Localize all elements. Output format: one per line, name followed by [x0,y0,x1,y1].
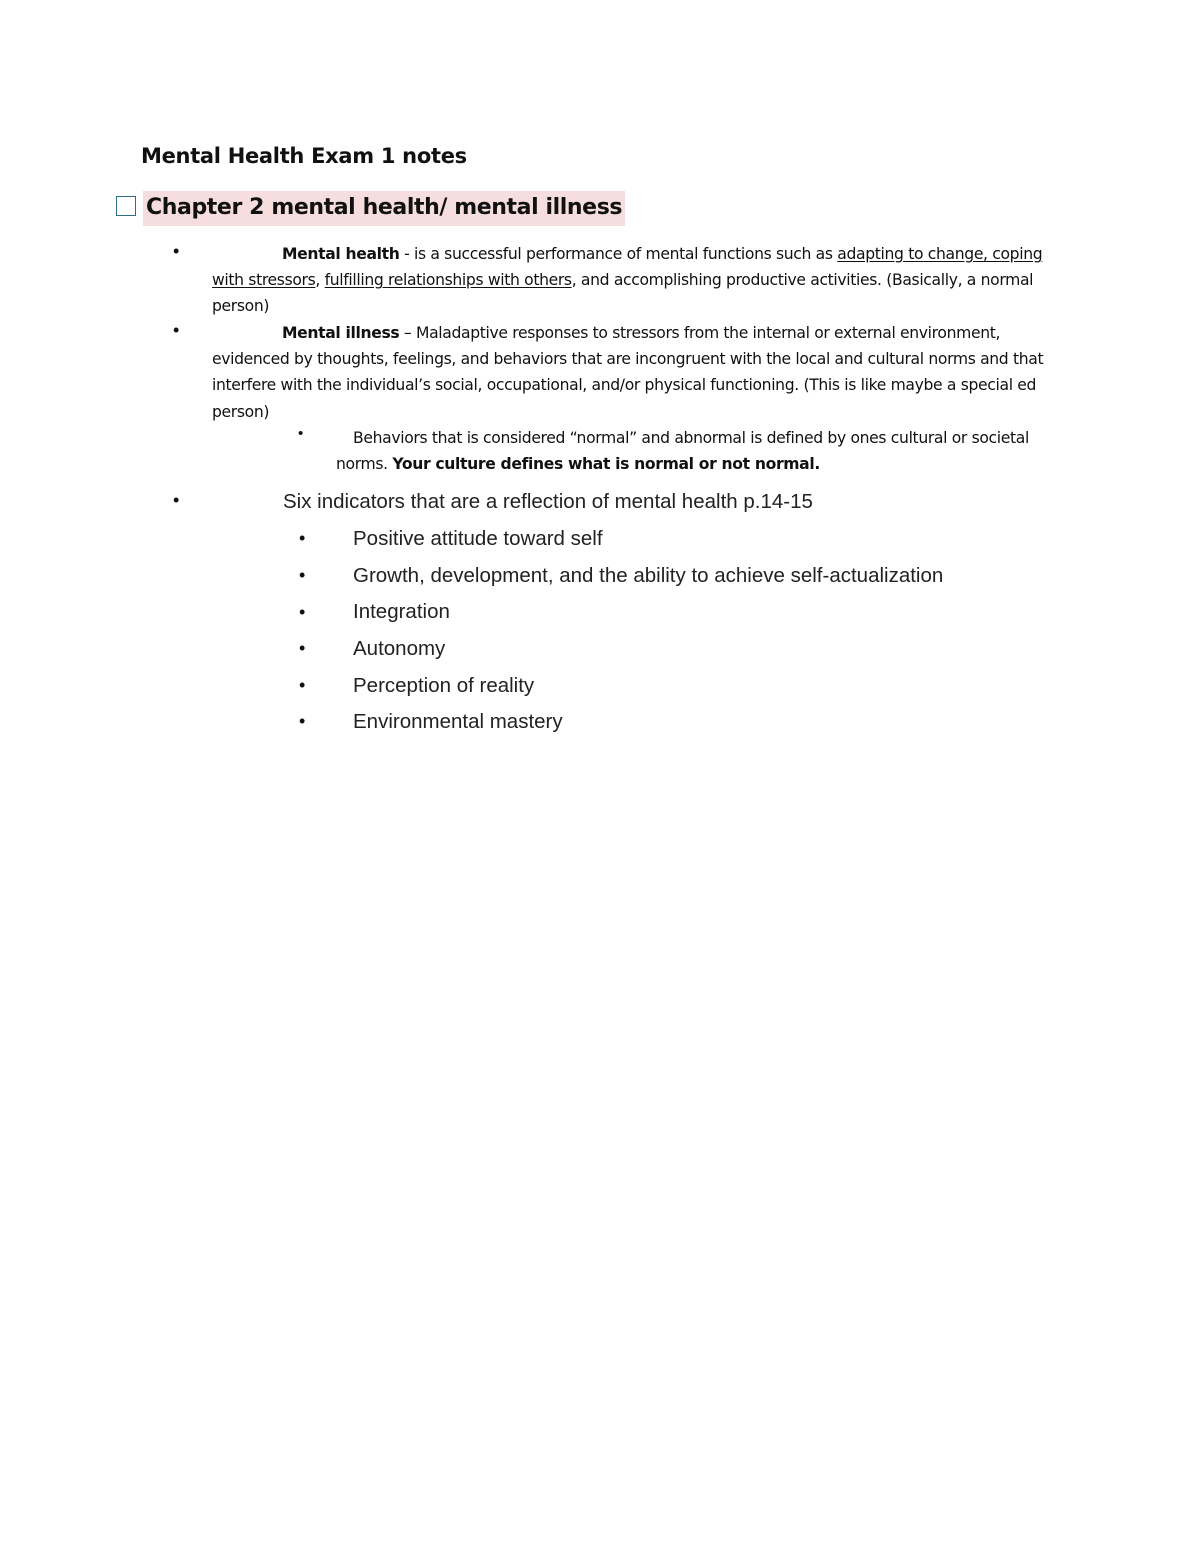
indicator-item: Autonomy [353,637,446,660]
bullet-icon: • [299,711,306,731]
bullet-icon: • [298,425,304,442]
underlined-phrase: adapting to change, coping with stressors [212,245,1043,290]
bullet-icon: • [299,602,306,622]
bullet-icon: • [173,490,180,510]
bullet-icon: • [299,638,306,658]
separator-text: - [399,245,414,263]
bullet-icon: • [299,565,306,585]
document-title: Mental Health Exam 1 notes [141,144,467,168]
definition-text: , and accomplishing productive activities. (Basically, a normal person) [212,271,1034,316]
definition-text: – Maladaptive responses to stressors from the internal or external environment, evidenced by thoughts, feelings, and behaviors that are incongruent with the local and cultural norms and that interfere with the individual’s social, occupational, and/or physical functioning. (This is like maybe a special ed person) [212,324,1044,421]
bullet-icon: • [173,320,180,340]
indicator-item: Perception of reality [353,674,535,697]
underlined-phrase: fulfilling relationships with others [324,271,572,290]
definition-text: , [315,271,325,290]
bullet-icon: • [299,528,306,548]
cultural-norms-note [336,425,1056,477]
six-indicators-heading: Six indicators that are a reflection of mental health p.14-15 [283,490,813,513]
mental-illness-term: Mental illness [282,324,400,342]
bullet-icon: • [173,241,180,261]
definition-text: is a successful performance of mental functions such as [414,245,838,263]
checkbox-icon[interactable] [116,196,136,216]
mental-health-term: Mental health [282,245,400,263]
mental-illness-definition [212,320,1062,425]
indicator-item: Integration [353,600,450,623]
note-text: Behaviors that is considered “normal” and abnormal is defined by ones cultural or societal norms. [336,429,1029,474]
indicator-item: Environmental mastery [353,710,563,733]
chapter-heading: Chapter 2 mental health/ mental illness [143,191,625,226]
bullet-icon: • [299,675,306,695]
indicator-item: Positive attitude toward self [353,527,603,550]
mental-health-definition [212,241,1062,320]
note-emphasis: Your culture defines what is normal or not normal. [392,455,820,474]
indicator-item: Growth, development, and the ability to achieve self-actualization [353,564,944,587]
chapter-heading-row [116,188,625,228]
